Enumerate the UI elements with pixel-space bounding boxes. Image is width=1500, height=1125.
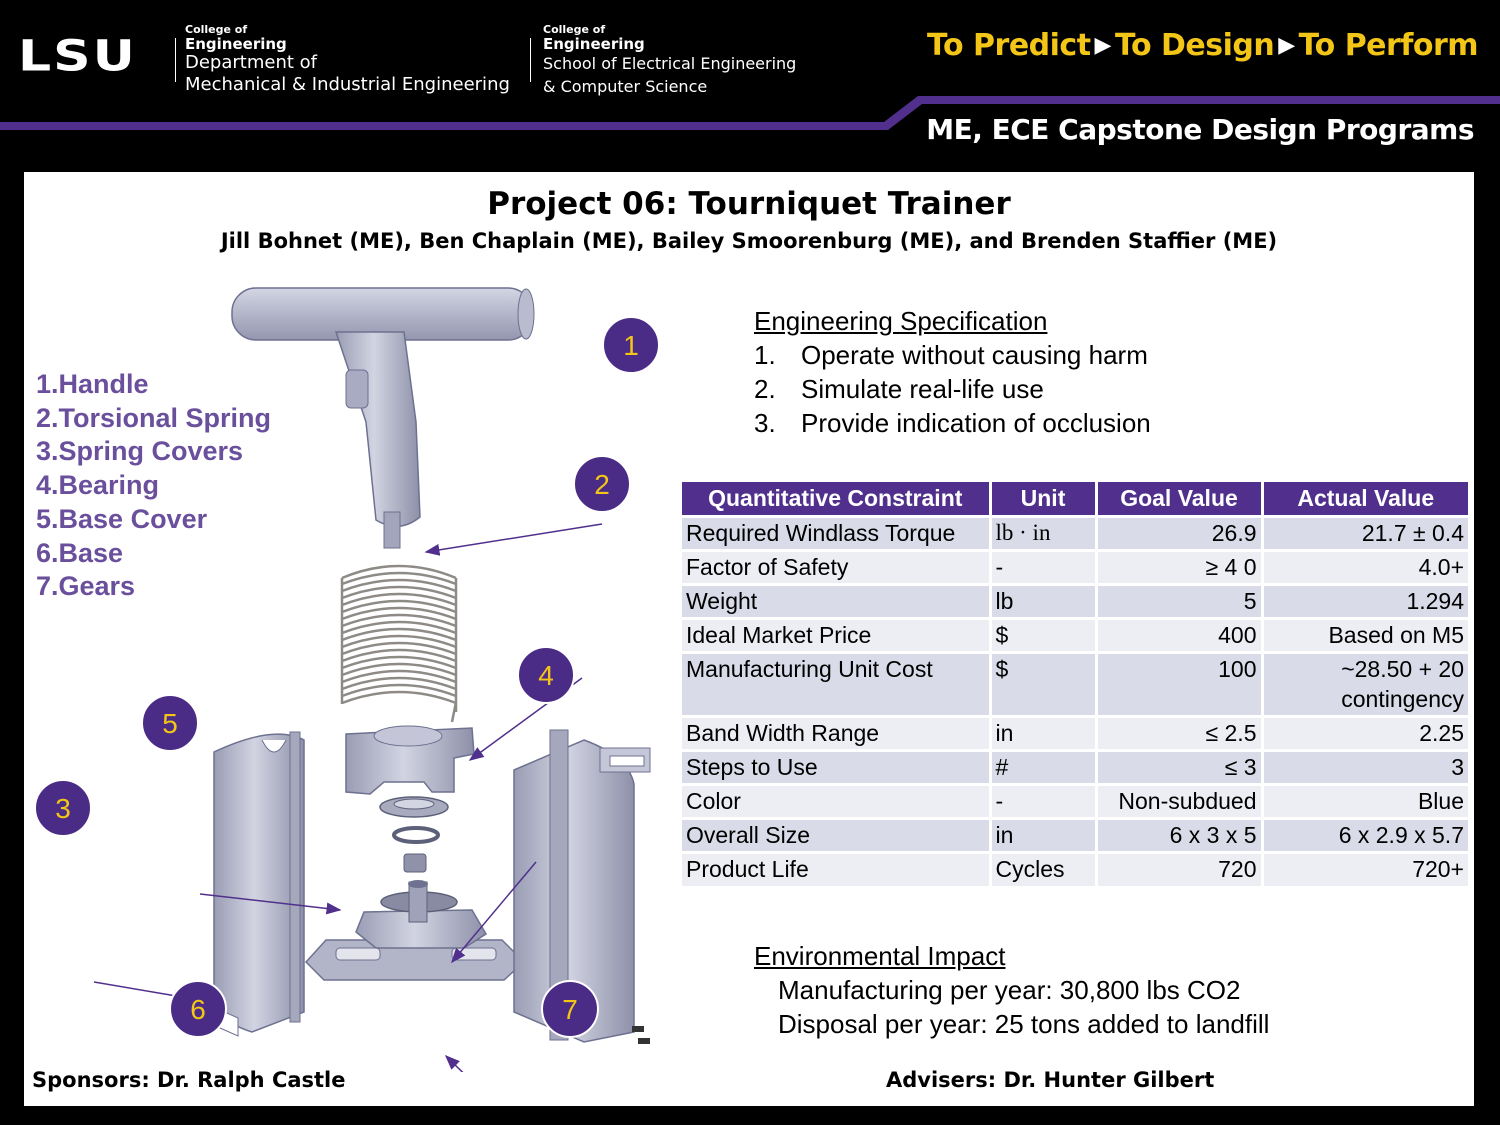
column-header: Unit [990,482,1096,516]
table-cell: Band Width Range [682,716,990,750]
college-big: Engineering [543,35,645,53]
table-row [682,784,1468,818]
spec-item [754,406,1151,440]
table-row [682,852,1468,886]
table-cell: Ideal Market Price [682,618,990,652]
table-cell: $ [990,618,1096,652]
table-row [682,584,1468,618]
callout-4 [518,647,574,703]
spec-text: Operate without causing harm [801,340,1148,370]
callout-markers [24,172,684,1072]
ece-school-label [543,24,796,98]
column-header: Goal Value [1096,482,1262,516]
college-small: College of [543,23,606,36]
spec-text: Provide indication of occlusion [801,408,1151,438]
table-cell: Steps to Use [682,750,990,784]
env-line: Disposal per year: 25 tons added to landfill [778,1009,1270,1039]
table-cell: - [990,784,1096,818]
programs-title: ME, ECE Capstone Design Programs [926,113,1474,146]
college-small: College of [185,23,248,36]
table-cell: $ [990,652,1096,716]
callout-7 [542,981,598,1037]
part-item: 6.Base [36,537,124,568]
table-cell: 21.7 ± 0.4 [1262,516,1468,550]
tagline [927,28,1478,63]
svg-text:2: 2 [594,469,610,500]
table-cell: 6 x 3 x 5 [1096,818,1262,852]
lsu-logo: LSU [18,32,137,82]
table-cell: Cycles [990,852,1096,886]
mech-dept-label [185,24,510,96]
spec-item [754,338,1151,372]
svg-text:6: 6 [190,994,206,1025]
table-cell: Required Windlass Torque [682,516,990,550]
table-cell: 720 [1096,852,1262,886]
part-item: 3.Spring Covers [36,436,244,467]
table-cell: 100 [1096,652,1262,716]
table-cell: ≥ 4 0 [1096,550,1262,584]
table-row [682,550,1468,584]
table-cell: Color [682,784,990,818]
env-line: Manufacturing per year: 30,800 lbs CO2 [778,975,1241,1005]
school-line1: School of Electrical Engineering [543,54,797,73]
tagline-design: To Design [1114,28,1275,63]
table-cell: lb · in [990,516,1096,550]
svg-text:4: 4 [538,660,554,691]
column-header: Quantitative Constraint [682,482,990,516]
play-arrow-icon: ▶ [1094,33,1111,58]
callout-1 [603,317,659,373]
table-cell: lb [990,584,1096,618]
table-cell: ~28.50 + 20 contingency [1262,652,1468,716]
table-cell: 6 x 2.9 x 5.7 [1262,818,1468,852]
callout-5 [142,695,198,751]
table-cell: Non-subdued [1096,784,1262,818]
table-header-row [682,482,1468,516]
part-item: 2.Torsional Spring [36,402,272,433]
table-row [682,652,1468,716]
table-cell: 1.294 [1262,584,1468,618]
project-title: Project 06: Tourniquet Trainer [487,186,1011,222]
sponsors: Sponsors: Dr. Ralph Castle [32,1068,346,1092]
svg-text:5: 5 [162,708,178,739]
svg-text:1: 1 [623,330,639,361]
table-cell: - [990,550,1096,584]
header-banner [0,0,1500,172]
table-cell: 26.9 [1096,516,1262,550]
environmental-impact [754,939,1269,1041]
tagline-predict: To Predict [927,28,1091,63]
table-cell: 3 [1262,750,1468,784]
part-item: 7.Gears [36,571,136,602]
table-cell: Factor of Safety [682,550,990,584]
dept-line2: Mechanical & Industrial Engineering [185,74,510,95]
table-row [682,818,1468,852]
spec-item [754,372,1151,406]
advisers: Advisers: Dr. Hunter Gilbert [886,1068,1215,1092]
table-row [682,750,1468,784]
column-header: Actual Value [1262,482,1468,516]
table-cell: 720+ [1262,852,1468,886]
part-item: 5.Base Cover [36,503,208,534]
callout-3 [35,780,91,836]
dept-line1: Department of [185,52,317,73]
school-line2: & Computer Science [543,77,708,96]
tagline-perform: To Perform [1298,28,1479,63]
table-row [682,618,1468,652]
spec-text: Simulate real-life use [801,374,1044,404]
table-cell: 4.0+ [1262,550,1468,584]
engineering-specification [754,304,1151,440]
poster-panel [24,172,1474,1106]
parts-list [36,368,271,604]
table-row [682,716,1468,750]
play-arrow-icon: ▶ [1278,33,1295,58]
table-cell: 2.25 [1262,716,1468,750]
table-cell: 400 [1096,618,1262,652]
project-team: Jill Bohnet (ME), Ben Chaplain (ME), Bailey Smoorenburg (ME), and Brenden Staffier (ME) [220,229,1278,253]
table-cell: Based on M5 [1262,618,1468,652]
svg-text:3: 3 [55,793,71,824]
table-row [682,516,1468,550]
table-cell: in [990,716,1096,750]
spec-title: Engineering Specification [754,306,1048,336]
header-divider [175,38,176,82]
spec-num: 2. [754,374,776,404]
part-item: 1.Handle [36,369,149,399]
callout-2 [574,456,630,512]
table-cell: Manufacturing Unit Cost [682,652,990,716]
env-title: Environmental Impact [754,941,1006,971]
table-cell: ≤ 3 [1096,750,1262,784]
table-cell: # [990,750,1096,784]
table-cell: in [990,818,1096,852]
table-cell: ≤ 2.5 [1096,716,1262,750]
header-divider [530,38,531,82]
table-cell: Overall Size [682,818,990,852]
table-cell: 5 [1096,584,1262,618]
spec-num: 3. [754,408,776,438]
table-cell: Blue [1262,784,1468,818]
spec-num: 1. [754,340,776,370]
college-big: Engineering [185,35,287,53]
table-cell: Weight [682,584,990,618]
constraints-table [682,482,1468,886]
callout-6 [170,981,226,1037]
svg-text:7: 7 [562,994,578,1025]
table-cell: Product Life [682,852,990,886]
part-item: 4.Bearing [36,470,160,501]
